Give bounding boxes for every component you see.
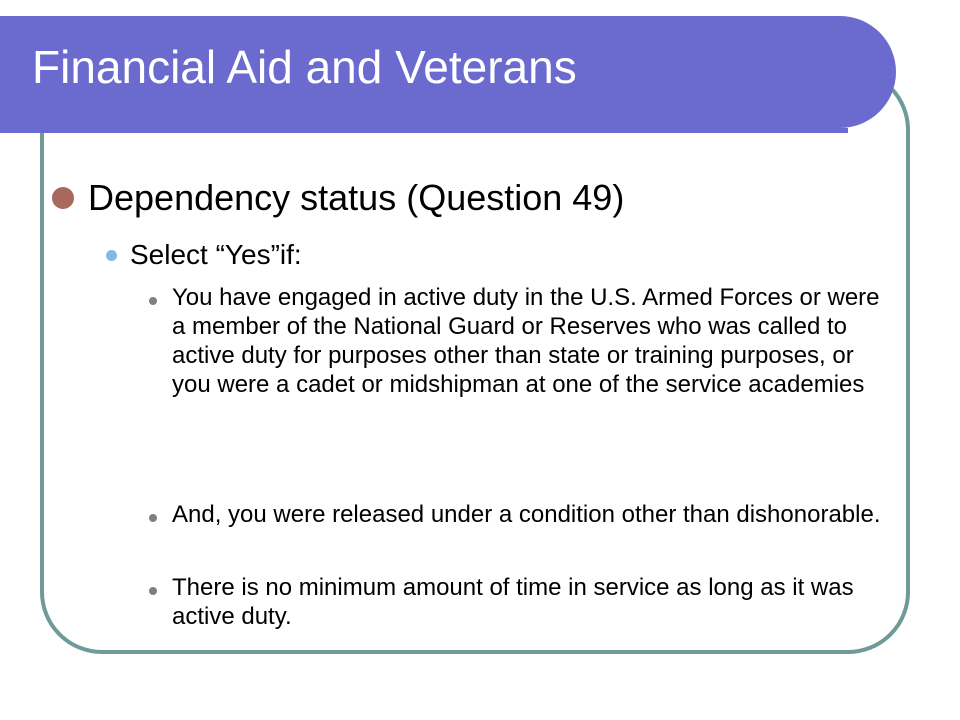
bullet-dot-level3	[149, 297, 157, 305]
bullet-no-minimum-time: There is no minimum amount of time in service as long as it was active duty.	[172, 574, 854, 630]
bullet-released-condition: And, you were released under a condition other than dishonorable.	[172, 501, 881, 528]
bullet-dependency-status: Dependency status (Question 49)	[88, 177, 625, 218]
bullet-active-duty: You have engaged in active duty in the U.S. Armed Forces or were a member of the National Guard or Reserves who was called to active duty for purposes other than state or training purposes, or you were a cadet or midshipman at one of the service academies	[172, 284, 880, 398]
bullet-dot-level3	[149, 514, 157, 522]
slide-title: Financial Aid and Veterans	[32, 41, 577, 93]
bullet-dot-level2	[106, 250, 117, 261]
bullet-dot-level3	[149, 587, 157, 595]
bullet-dot-level1	[52, 187, 74, 209]
bullet-select-yes: Select “Yes”if:	[130, 239, 302, 270]
